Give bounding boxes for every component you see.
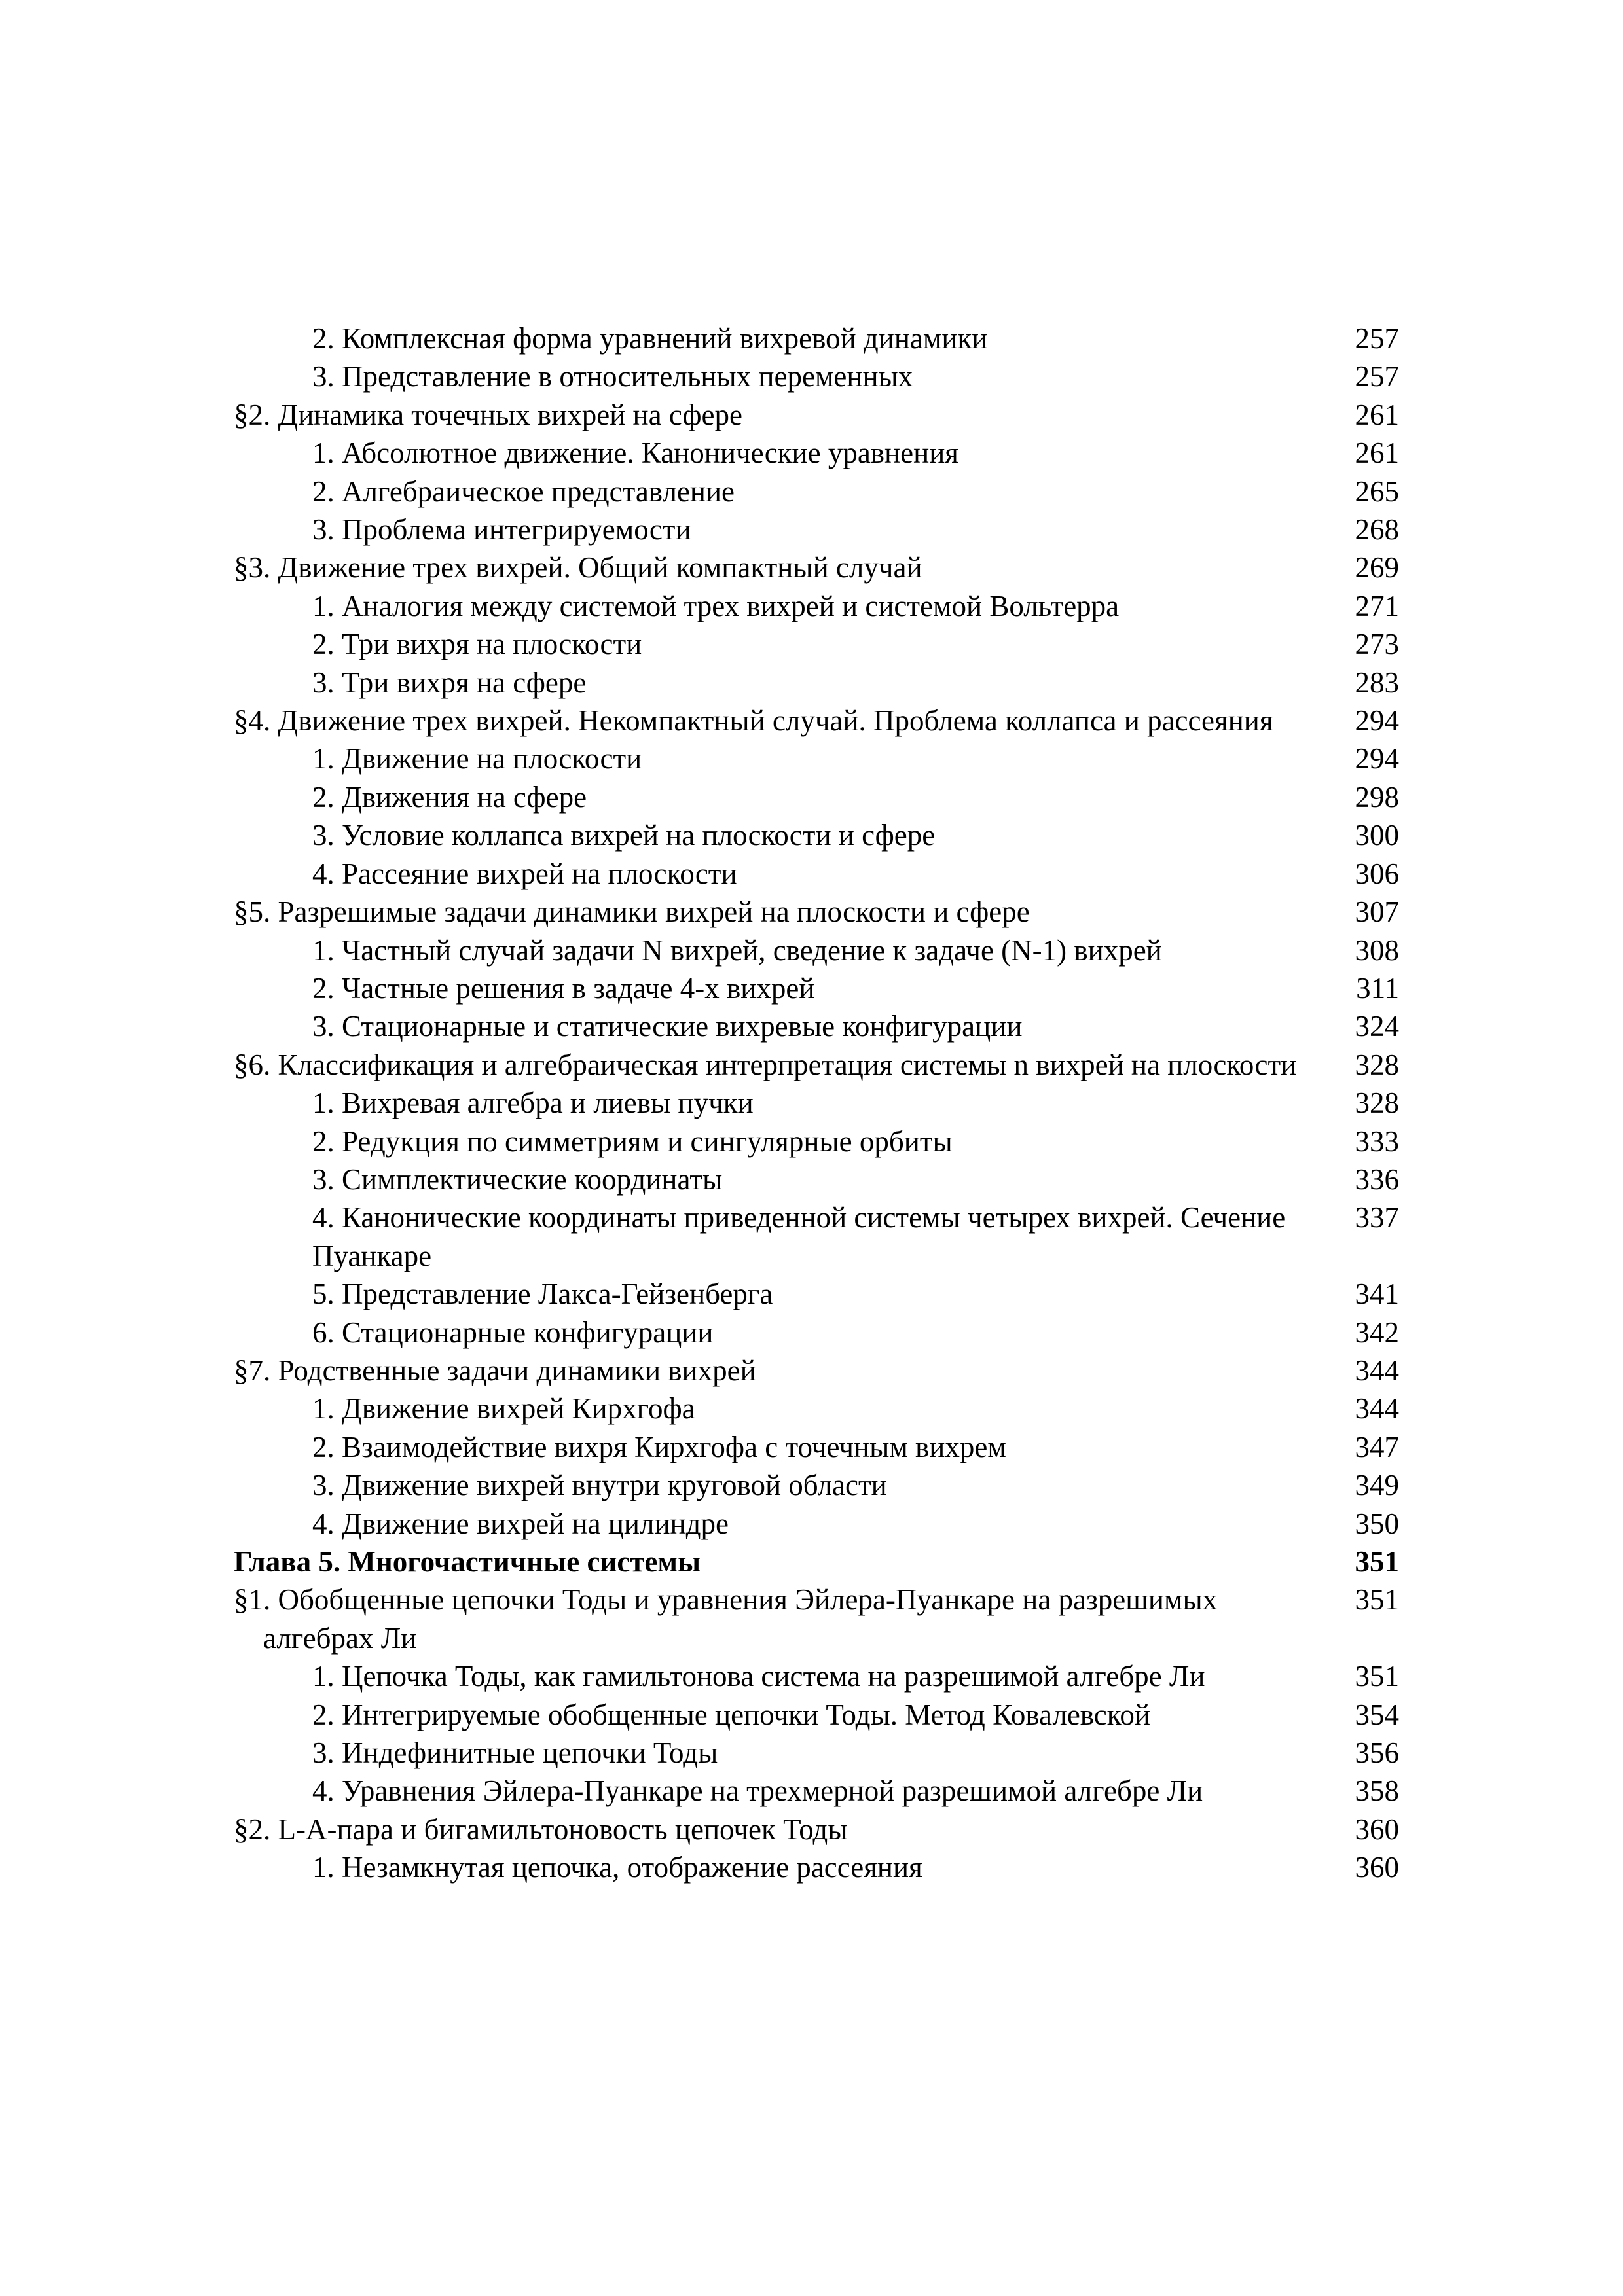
toc-entry-title: §6. Классификация и алгебраическая интерпретация системы n вихрей на плоскости xyxy=(234,1048,1297,1081)
toc-entry-page-number: 306 xyxy=(1355,857,1399,890)
toc-entry-title: 4. Уравнения Эйлера-Пуанкаре на трехмерной разрешимой алгебре Ли xyxy=(312,1774,1203,1808)
toc-entry-page-number: 324 xyxy=(1355,1010,1399,1043)
toc-entry-section xyxy=(234,1046,1399,1084)
toc-entry-page-number: 333 xyxy=(1355,1124,1399,1158)
toc-entry-page-number: 273 xyxy=(1355,628,1399,661)
toc-entry-title: 4. Рассеяние вихрей на плоскости xyxy=(312,857,737,890)
toc-entry-page-number: 283 xyxy=(1355,666,1399,699)
toc-entry-section xyxy=(234,1352,1399,1390)
toc-entry-sub xyxy=(234,1428,1399,1466)
toc-entry-title: 2. Три вихря на плоскости xyxy=(312,628,642,661)
toc-entry-chapter xyxy=(234,1543,1399,1581)
toc-entry-title: 3. Симплектические координаты xyxy=(312,1162,723,1196)
toc-entry-title: 3. Индефинитные цепочки Тоды xyxy=(312,1736,718,1770)
toc-entry-sub xyxy=(234,625,1399,663)
toc-entry-page-number: 354 xyxy=(1355,1698,1399,1731)
toc-entry-title: 3. Проблема интегрируемости xyxy=(312,513,691,547)
toc-entry-sub xyxy=(234,816,1399,854)
toc-entry-title: 5. Представление Лакса-Гейзенберга xyxy=(312,1278,773,1311)
toc-entry-title: 6. Стационарные конфигурации xyxy=(312,1316,714,1349)
toc-entry-sub xyxy=(234,1198,1399,1275)
toc-entry-title: 1. Абсолютное движение. Канонические уравнения xyxy=(312,437,958,470)
toc-entry-title: 2. Комплексная форма уравнений вихревой динамики xyxy=(312,322,988,355)
toc-entry-section xyxy=(234,396,1399,434)
toc-entry-page-number: 358 xyxy=(1355,1774,1399,1808)
toc-entry-page-number: 261 xyxy=(1355,437,1399,470)
toc-entry-title: §3. Движение трех вихрей. Общий компактный случай xyxy=(234,551,922,584)
toc-entry-sub xyxy=(234,511,1399,548)
toc-entry-sub xyxy=(234,855,1399,893)
toc-entry-page-number: 294 xyxy=(1355,704,1399,738)
toc-entry-title: 1. Движение вихрей Кирхгофа xyxy=(312,1392,695,1426)
toc-entry-page-number: 257 xyxy=(1355,322,1399,355)
toc-entry-page-number: 360 xyxy=(1355,1851,1399,1884)
toc-entry-page-number: 336 xyxy=(1355,1162,1399,1196)
toc-entry-sub xyxy=(234,778,1399,816)
toc-entry-title: 2. Частные решения в задаче 4-х вихрей xyxy=(312,971,815,1005)
toc-entry-sub xyxy=(234,1275,1399,1313)
toc-entry-title: 2. Редукция по симметриям и сингулярные орбиты xyxy=(312,1124,953,1158)
toc-entry-page-number: 356 xyxy=(1355,1736,1399,1770)
toc-entry-title: 2. Алгебраическое представление xyxy=(312,475,735,508)
toc-entry-title: 3. Стационарные и статические вихревые конфигурации xyxy=(312,1010,1023,1043)
toc-entry-title: §1. Обобщенные цепочки Тоды и уравнения Эйлера-Пуанкаре на разрешимых алгебрах Ли xyxy=(234,1583,1218,1655)
toc-entry-page-number: 269 xyxy=(1355,551,1399,584)
toc-entry-page-number: 337 xyxy=(1355,1201,1399,1234)
toc-entry-sub xyxy=(234,1657,1399,1695)
toc-entry-page-number: 342 xyxy=(1355,1316,1399,1349)
toc-entry-section xyxy=(234,1810,1399,1848)
toc-entry-page-number: 351 xyxy=(1355,1545,1399,1578)
toc-entry-section xyxy=(234,1581,1399,1657)
toc-entry-page-number: 307 xyxy=(1355,895,1399,929)
toc-entry-page-number: 271 xyxy=(1355,589,1399,622)
toc-entry-title: §2. Динамика точечных вихрей на сфере xyxy=(234,398,742,431)
toc-entry-title: Глава 5. Многочастичные системы xyxy=(234,1545,701,1578)
toc-entry-sub xyxy=(234,664,1399,702)
toc-entry-title: 3. Три вихря на сфере xyxy=(312,666,587,699)
toc-entry-section xyxy=(234,702,1399,740)
toc-entry-sub xyxy=(234,319,1399,357)
toc-entry-sub xyxy=(234,1390,1399,1427)
toc-entry-page-number: 308 xyxy=(1355,933,1399,967)
toc-entry-sub xyxy=(234,1314,1399,1352)
toc-entry-page-number: 341 xyxy=(1355,1278,1399,1311)
toc-entry-sub xyxy=(234,1122,1399,1160)
toc-entry-title: 2. Интегрируемые обобщенные цепочки Тоды. Метод Ковалевской xyxy=(312,1698,1150,1731)
toc-entry-title: 2. Движения на сфере xyxy=(312,780,587,814)
toc-entry-section xyxy=(234,548,1399,586)
toc-entry-sub xyxy=(234,1466,1399,1504)
toc-entry-page-number: 350 xyxy=(1355,1507,1399,1540)
toc-entry-title: 1. Вихревая алгебра и лиевы пучки xyxy=(312,1086,754,1120)
toc-entry-page-number: 360 xyxy=(1355,1812,1399,1846)
toc-entry-title: §4. Движение трех вихрей. Некомпактный случай. Проблема коллапса и рассеяния xyxy=(234,704,1273,738)
toc-entry-page-number: 347 xyxy=(1355,1430,1399,1463)
toc-entry-title: §7. Родственные задачи динамики вихрей xyxy=(234,1354,756,1387)
toc-entry-page-number: 257 xyxy=(1355,360,1399,393)
toc-entry-title: 1. Движение на плоскости xyxy=(312,742,642,776)
toc-entry-page-number: 268 xyxy=(1355,513,1399,547)
toc-entry-title: 1. Частный случай задачи N вихрей, сведение к задаче (N-1) вихрей xyxy=(312,933,1162,967)
toc-entry-sub xyxy=(234,1007,1399,1045)
toc-entry-page-number: 294 xyxy=(1355,742,1399,776)
toc-entry-page-number: 344 xyxy=(1355,1354,1399,1387)
toc-entry-page-number: 265 xyxy=(1355,475,1399,508)
toc-entry-section xyxy=(234,893,1399,931)
toc-entry-sub xyxy=(234,1772,1399,1810)
toc-entry-page-number: 328 xyxy=(1355,1048,1399,1081)
toc-entry-title: §5. Разрешимые задачи динамики вихрей на плоскости и сфере xyxy=(234,895,1030,929)
toc-entry-page-number: 300 xyxy=(1355,819,1399,852)
toc-entry-page-number: 328 xyxy=(1355,1086,1399,1120)
toc-entry-sub xyxy=(234,1734,1399,1772)
toc-entry-title: 1. Цепочка Тоды, как гамильтонова система на разрешимой алгебре Ли xyxy=(312,1660,1205,1693)
toc-entry-sub xyxy=(234,931,1399,969)
toc-entry-page-number: 349 xyxy=(1355,1469,1399,1502)
table-of-contents xyxy=(234,319,1399,1887)
toc-entry-title: 2. Взаимодействие вихря Кирхгофа с точечным вихрем xyxy=(312,1430,1006,1463)
toc-entry-title: 4. Движение вихрей на цилиндре xyxy=(312,1507,729,1540)
toc-entry-sub xyxy=(234,473,1399,511)
toc-entry-sub xyxy=(234,434,1399,472)
toc-entry-sub xyxy=(234,969,1399,1007)
toc-entry-title: 3. Условие коллапса вихрей на плоскости и сфере xyxy=(312,819,936,852)
toc-entry-title: 3. Движение вихрей внутри круговой области xyxy=(312,1469,887,1502)
toc-entry-sub xyxy=(234,1160,1399,1198)
toc-entry-title: 3. Представление в относительных переменных xyxy=(312,360,913,393)
toc-entry-page-number: 311 xyxy=(1356,971,1399,1005)
toc-entry-page-number: 261 xyxy=(1355,398,1399,431)
toc-entry-page-number: 298 xyxy=(1355,780,1399,814)
toc-entry-title: 1. Аналогия между системой трех вихрей и системой Вольтерра xyxy=(312,589,1120,622)
toc-entry-sub xyxy=(234,1848,1399,1886)
toc-entry-sub xyxy=(234,1084,1399,1122)
toc-entry-sub xyxy=(234,740,1399,778)
toc-entry-sub xyxy=(234,357,1399,395)
toc-entry-page-number: 344 xyxy=(1355,1392,1399,1426)
toc-entry-sub xyxy=(234,1505,1399,1543)
toc-entry-title: 1. Незамкнутая цепочка, отображение рассеяния xyxy=(312,1851,922,1884)
toc-entry-page-number: 351 xyxy=(1355,1660,1399,1693)
toc-entry-title: §2. L-A-пара и бигамильтоновость цепочек Тоды xyxy=(234,1812,848,1846)
toc-entry-title: 4. Канонические координаты приведенной системы четырех вихрей. Сечение Пуанкаре xyxy=(312,1201,1286,1272)
toc-entry-sub xyxy=(234,1696,1399,1734)
toc-entry-page-number: 351 xyxy=(1355,1583,1399,1617)
toc-entry-sub xyxy=(234,587,1399,625)
